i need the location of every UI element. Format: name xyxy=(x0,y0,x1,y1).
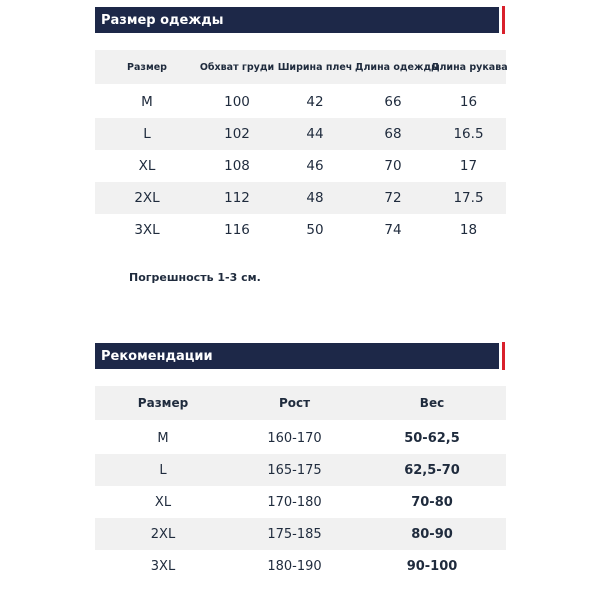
table-row xyxy=(95,182,506,214)
table-row xyxy=(95,214,506,246)
table-cell: 62,5-70 xyxy=(404,462,460,478)
table-cell: XL xyxy=(138,158,156,174)
table-header-row xyxy=(95,386,506,420)
table-cell: 160-170 xyxy=(267,430,322,446)
recommendations-title: Рекомендации xyxy=(101,348,213,364)
table-cell: 100 xyxy=(224,94,250,110)
table-cell: 16.5 xyxy=(453,126,484,142)
table-cell: 17 xyxy=(459,158,478,174)
size-chart-accent-bar xyxy=(502,6,505,34)
table-cell: 17.5 xyxy=(453,190,484,206)
table-cell: 70-80 xyxy=(411,494,453,510)
table-cell: M xyxy=(157,430,169,446)
table-row xyxy=(95,486,506,518)
table-cell: L xyxy=(143,126,151,142)
table-cell: 116 xyxy=(224,222,250,238)
size-chart-title: Размер одежды xyxy=(101,12,224,28)
table-row xyxy=(95,422,506,454)
table-row xyxy=(95,118,506,150)
table-cell: 2XL xyxy=(150,526,176,542)
table-cell: 3XL xyxy=(134,222,160,238)
table-cell: 3XL xyxy=(150,558,176,574)
table-cell: 72 xyxy=(384,190,402,206)
table-cell: 16 xyxy=(459,94,478,110)
table-cell: 170-180 xyxy=(267,494,322,510)
table-row xyxy=(95,454,506,486)
table-cell: 70 xyxy=(384,158,402,174)
column-header: Длина одежды xyxy=(355,61,440,73)
table-cell: L xyxy=(159,462,167,478)
table-cell: 74 xyxy=(384,222,402,238)
column-header: Размер xyxy=(127,61,167,73)
table-cell: 165-175 xyxy=(267,462,322,478)
table-cell: M xyxy=(141,94,153,110)
table-cell: 90-100 xyxy=(406,558,458,574)
tolerance-note: Погрешность 1-3 см. xyxy=(129,271,261,284)
table-cell: 46 xyxy=(306,158,324,174)
column-header: Вес xyxy=(419,396,445,410)
recommendations-table xyxy=(95,386,506,582)
table-cell: 66 xyxy=(384,94,402,110)
table-row xyxy=(95,86,506,118)
column-header: Длина рукава xyxy=(431,61,508,73)
table-cell: 175-185 xyxy=(267,526,322,542)
table-cell: 50 xyxy=(306,222,324,238)
recommendations-accent-bar xyxy=(502,342,505,370)
recommendations-header xyxy=(95,343,499,369)
table-cell: 180-190 xyxy=(267,558,322,574)
table-cell: XL xyxy=(154,494,172,510)
table-row xyxy=(95,518,506,550)
table-cell: 68 xyxy=(384,126,402,142)
column-header: Ширина плеч xyxy=(277,61,353,73)
table-cell: 50-62,5 xyxy=(404,430,460,446)
table-cell: 48 xyxy=(306,190,324,206)
table-header-row xyxy=(95,50,506,84)
table-cell: 18 xyxy=(459,222,478,238)
table-cell: 80-90 xyxy=(411,526,453,542)
table-cell: 112 xyxy=(224,190,250,206)
table-cell: 108 xyxy=(224,158,250,174)
column-header: Размер xyxy=(137,396,189,410)
table-cell: 42 xyxy=(306,94,324,110)
table-row xyxy=(95,150,506,182)
size-chart-table xyxy=(95,50,506,246)
table-cell: 44 xyxy=(306,126,324,142)
column-header: Рост xyxy=(278,396,311,410)
table-cell: 2XL xyxy=(134,190,160,206)
table-row xyxy=(95,550,506,582)
column-header: Обхват груди xyxy=(199,61,275,73)
size-chart-header xyxy=(95,7,499,33)
table-cell: 102 xyxy=(224,126,250,142)
